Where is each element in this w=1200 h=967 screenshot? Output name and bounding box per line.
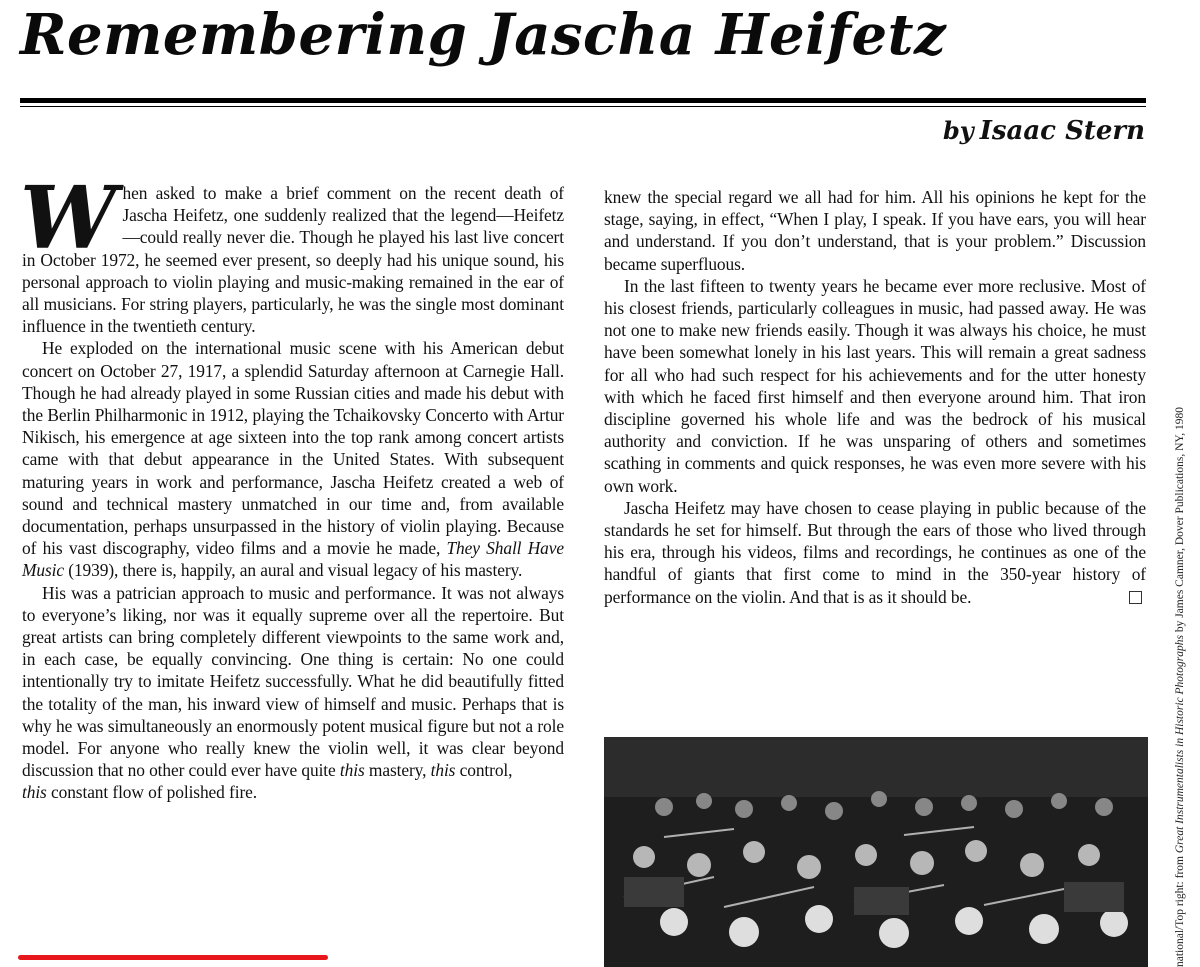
left-paragraph-3-text-d: constant flow of polished fire.	[46, 782, 258, 803]
orchestra-photo	[604, 737, 1148, 967]
photo-credit-prefix: national/Top right: from	[1174, 853, 1186, 967]
emphasis-this-3: this	[22, 782, 47, 803]
end-mark-icon	[1129, 591, 1142, 604]
photo-credit-book: Great Instrumentalists in Historic Photographs	[1174, 635, 1186, 854]
left-column	[20, 168, 564, 804]
left-paragraph-2	[22, 337, 564, 581]
byline	[943, 116, 1145, 146]
right-paragraph-2: In the last fifteen to twenty years he became ever more reclusive. Most of his closest friends, particularly colleagues in music, had passed away. He was not one to make new friends easily. Though it was always his choice, he must have been somewhat lonely in his last years. This will remain a great sadness for all who had such respect for his achievements and for the utter honesty with which he faced first himself and then everyone around him. That iron discipline governed his whole life and was the bedrock of his musical authority and conviction. If he was unsparing of others and sometimes scathing in comments and quick responses, he was even more severe with his own work.	[604, 275, 1146, 496]
photo-credit	[1174, 247, 1186, 967]
article-title: Remembering Jascha Heifetz	[20, 2, 947, 68]
emphasis-this-2: this	[430, 760, 456, 781]
left-paragraph-1	[20, 168, 564, 337]
left-paragraph-3-text-b: mastery,	[364, 760, 431, 781]
left-paragraph-1-text: hen asked to make a brief comment on the recent death of Jascha Heifetz, one suddenly realized that the legend—Heifetz—could really never die. Though he played his last live concert in October 1972, he seemed ever present, so deeply had his unique sound, his personal approach to violin playing and music-making remained in the ear of all musicians. For string players, particularly, he was the single most dominant influence in the twentieth century.	[22, 183, 564, 337]
left-paragraph-2-text-a: He exploded on the international music scene with his American debut concert on October 27, 1917, a splendid Saturday afternoon at Carnegie Hall. Though he had already played in some Russian cities and made his debut with the Berlin Philharmonic in 1912, playing the Tchaikovsky Concerto with Artur Nikisch, his emergence at age sixteen into the top rank among concert artists came with that debut appearance in the United States. With subsequent maturing years in work and performance, Jascha Heifetz created a web of sound and technical mastery unmatched in our time and, from available documentation, perhaps unsurpassed in the history of violin playing. Because of his vast discography, video films and a movie he made,	[22, 338, 564, 559]
title-rule-thick	[20, 98, 1146, 103]
red-underline-annotation	[18, 955, 328, 960]
photo-credit-suffix: by James Camner, Dover Publications, NY, 1980	[1174, 407, 1186, 636]
byline-prefix: by	[942, 116, 974, 145]
emphasis-this-1: this	[339, 760, 365, 781]
film-title: They Shall Have Music	[22, 538, 564, 581]
title-rule-thin	[20, 106, 1146, 107]
right-paragraph-1: knew the special regard we all had for him. All his opinions he kept for the stage, saying, in effect, “When I play, I speak. If you have ears, you will hear and understand. If you don’t understand, that is your problem.” Discussion became superfluous.	[604, 187, 1146, 274]
right-paragraph-3	[604, 497, 1146, 608]
orchestra-photo-drawing	[604, 737, 1148, 967]
drop-cap: W	[20, 168, 117, 269]
right-paragraph-3-text: Jascha Heifetz may have chosen to cease playing in public because of the standards he set for himself. But through the ears of those who lived through his era, through his videos, films and recordings, he continues as one of the handful of giants that first come to mind in the 350-year history of performance on the violin. And that is as it should be.	[604, 497, 1146, 607]
left-paragraph-2-text-b: (1939), there is, happily, an aural and visual legacy of his mastery.	[64, 560, 523, 581]
left-paragraph-3-text-a: His was a patrician approach to music and performance. It was not always to everyone’s liking, nor was it equally supreme over all the repertoire. But great artists can bring completely different viewpoints to the same work and, in each case, be equally convincing. One thing is certain: No one could intentionally try to imitate Heifetz successfully. What he did beautifully fitted the totality of the man, his inward view of himself and music. Perhaps that is why he was simultaneously an enormously potent musical figure but not a role model. For anyone who really knew the violin well, it was clear beyond discussion that no other could ever have quite	[22, 582, 564, 781]
right-column	[604, 186, 1146, 608]
left-paragraph-3-text-c: control,	[455, 760, 513, 781]
byline-author: Isaac Stern	[979, 116, 1145, 146]
left-paragraph-3	[22, 582, 564, 804]
